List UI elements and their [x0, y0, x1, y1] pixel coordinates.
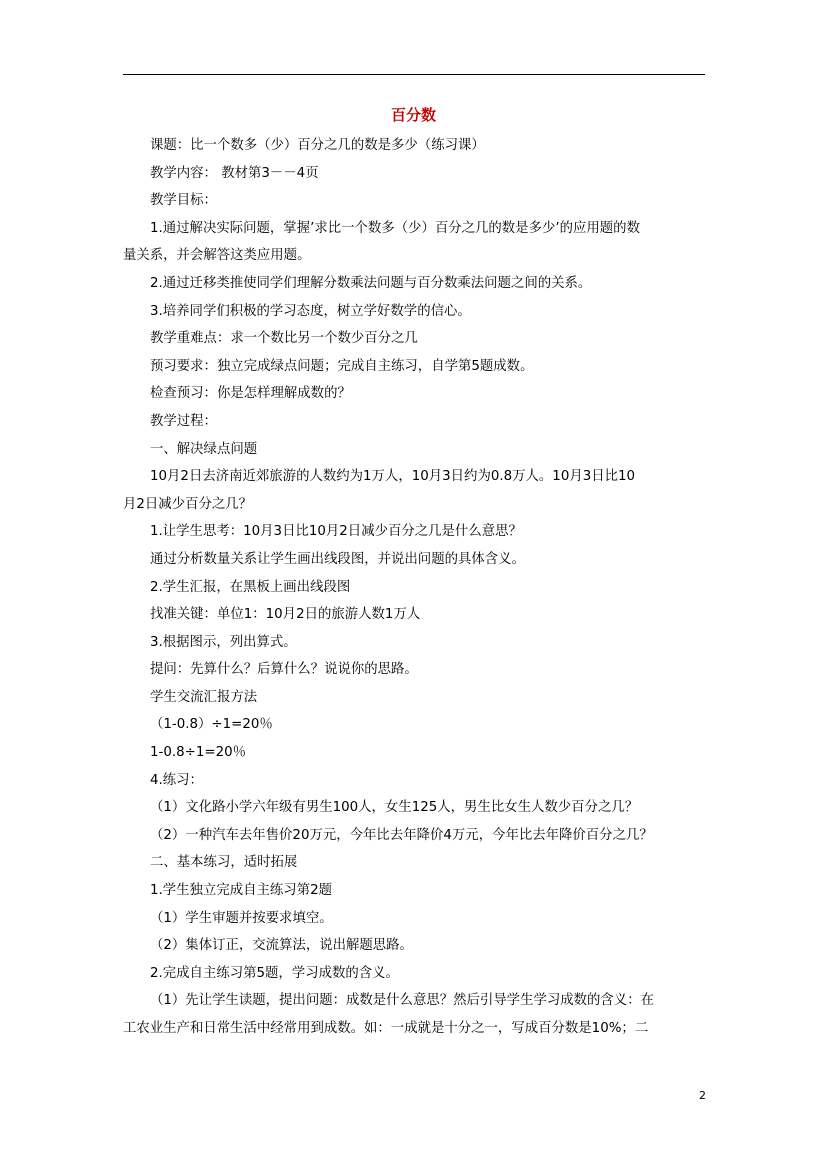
text-line: （1）文化路小学六年级有男生100人，女生125人，男生比女生人数少百分之几？ — [150, 800, 639, 816]
text-line: 二、基本练习，适时拓展 — [150, 855, 298, 871]
text-line: 1-0.8÷1=20％ — [150, 745, 247, 761]
page-number: 2 — [699, 1089, 706, 1102]
text-line: 预习要求：独立完成绿点问题；完成自主练习，自学第5题成数。 — [150, 358, 534, 374]
text-line: 月2日减少百分之几？ — [123, 496, 253, 512]
text-line: 找准关键：单位1：10月2日的旅游人数1万人 — [150, 607, 421, 623]
text-line: 教学目标： — [150, 193, 217, 209]
body-text — [123, 132, 705, 1043]
text-line: 检查预习：你是怎样理解成数的？ — [150, 386, 351, 402]
text-line: 通过分析数量关系让学生画出线段图，并说出问题的具体含义。 — [150, 551, 525, 567]
text-line: 教学内容： 教材第3－－4页 — [150, 165, 319, 181]
text-line: 3.根据图示，列出算式。 — [150, 634, 297, 650]
text-line: 课题：比一个数多（少）百分之几的数是多少（练习课） — [150, 138, 485, 153]
text-line: 教学重难点：求一个数比另一个数少百分之几 — [150, 331, 418, 347]
text-line: 1.通过解决实际问题，掌握’求比一个数多（少）百分之几的数是多少’的应用题的数 — [150, 220, 640, 236]
text-line: （1-0.8）÷1=20％ — [150, 717, 273, 733]
text-line: 量关系，并会解答这类应用题。 — [123, 248, 311, 264]
text-line: （2）集体订正，交流算法，说出解题思路。 — [150, 938, 413, 954]
text-line: 工农业生产和日常生活中经常用到成数。如：一成就是十分之一，写成百分数是10%；二 — [123, 1021, 649, 1036]
text-line: 提问：先算什么？后算什么？说说你的思路。 — [150, 662, 418, 678]
text-line: （1）先让学生读题，提出问题：成数是什么意思？然后引导学生学习成数的含义：在 — [150, 993, 654, 1009]
text-line: 2.通过迁移类推使同学们理解分数乘法问题与百分数乘法问题之间的关系。 — [150, 275, 592, 291]
page-title: 百分数 — [390, 106, 436, 124]
text-line: 学生交流汇报方法 — [150, 689, 258, 705]
text-line: 4.练习： — [150, 772, 203, 788]
text-line: 3.培养同学们积极的学习态度，树立学好数学的信心。 — [150, 303, 471, 319]
text-line: （2）一种汽车去年售价20万元，今年比去年降价4万元，今年比去年降价百分之几？ — [150, 827, 653, 843]
text-line: 2.学生汇报，在黑板上画出线段图 — [150, 579, 351, 595]
header-rule — [123, 74, 705, 75]
text-line: 2.完成自主练习第5题，学习成数的含义。 — [150, 965, 399, 981]
text-line: 10月2日去济南近郊旅游的人数约为1万人，10月3日约为0.8万人。10月3日比10 — [150, 469, 636, 485]
text-line: 1.让学生思考：10月3日比10月2日减少百分之几是什么意思？ — [150, 524, 522, 540]
text-line: 1.学生独立完成自主练习第2题 — [150, 883, 332, 899]
text-line: 教学过程： — [150, 413, 217, 429]
text-line: （1）学生审题并按要求填空。 — [150, 910, 333, 926]
text-line: 一、解决绿点问题 — [150, 441, 258, 457]
